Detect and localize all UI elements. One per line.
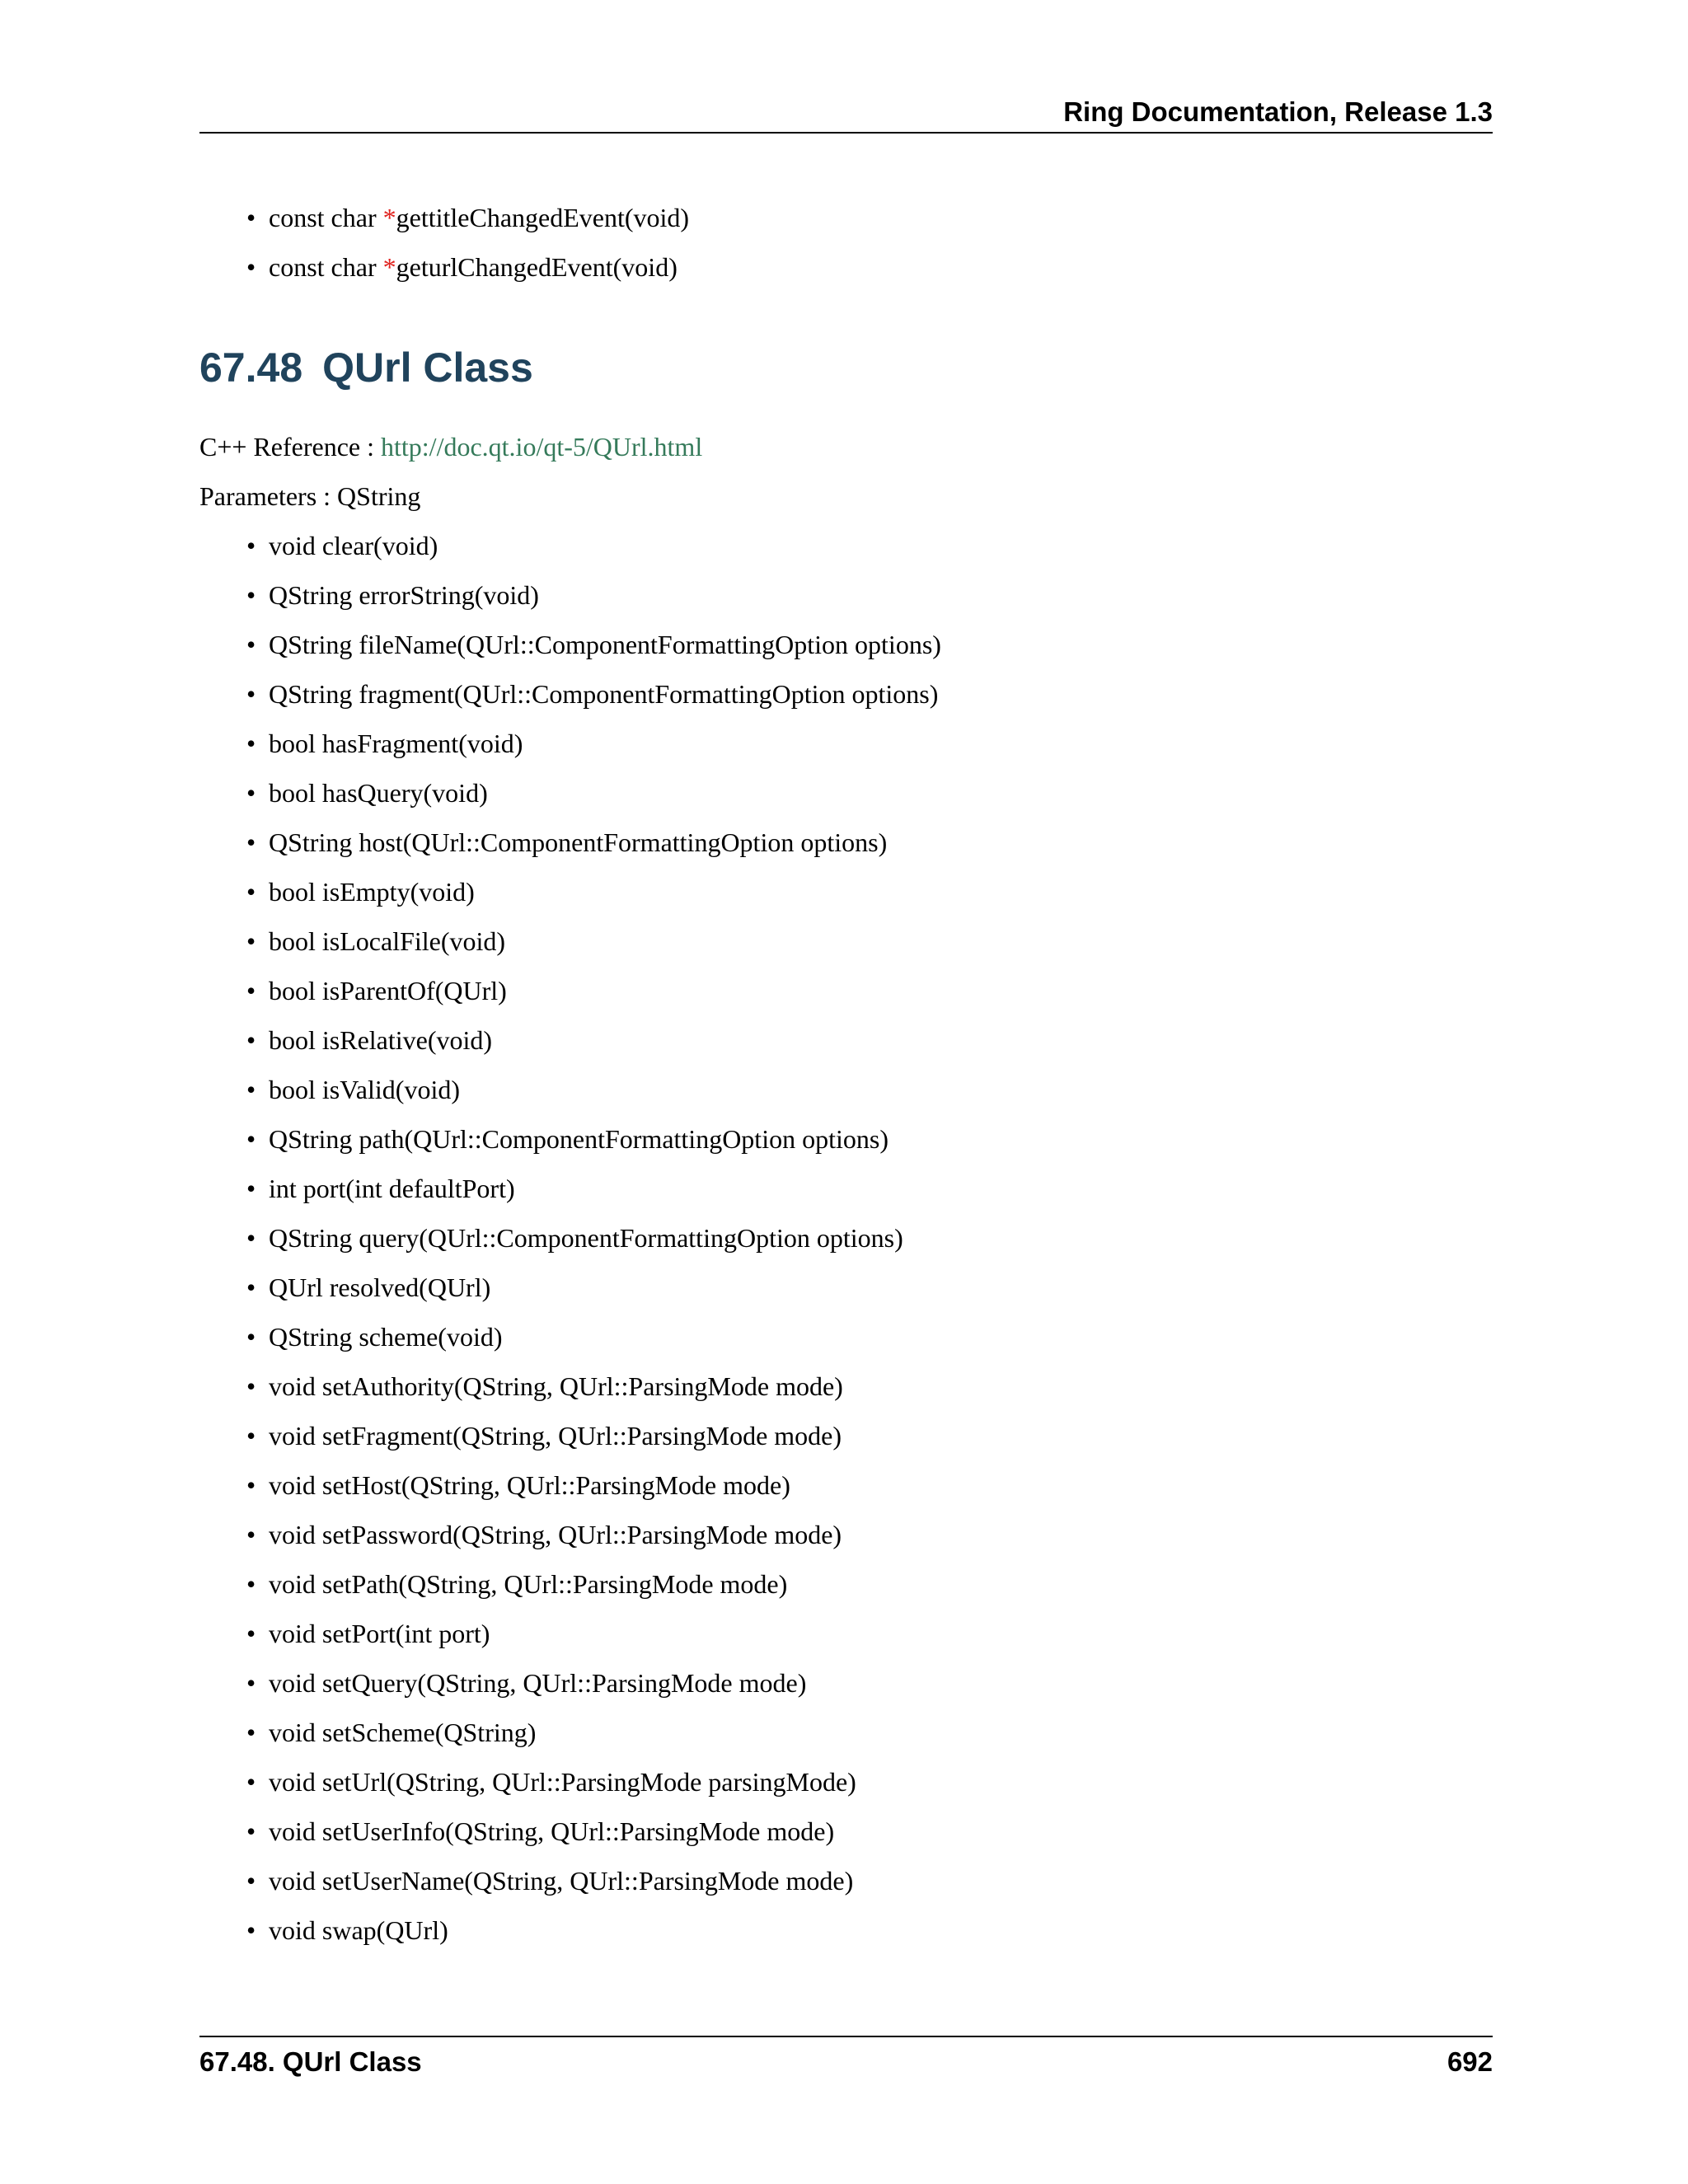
method-signature: QString scheme(void) — [269, 1322, 503, 1352]
list-item — [246, 821, 1493, 870]
method-signature: void setAuthority(QString, QUrl::ParsingMode mode) — [269, 1371, 843, 1401]
section-number: 67.48 — [199, 344, 303, 391]
bullet-icon: • — [246, 976, 256, 1005]
method-signature: void setQuery(QString, QUrl::ParsingMode mode) — [269, 1668, 807, 1698]
list-item — [246, 1464, 1493, 1513]
bullet-icon: • — [246, 1223, 256, 1253]
list-item — [246, 1216, 1493, 1266]
bullet-icon: • — [246, 1619, 256, 1648]
page-footer — [199, 2036, 1493, 2087]
bullet-icon: • — [246, 1816, 256, 1846]
list-item — [246, 969, 1493, 1019]
list-item — [246, 246, 1493, 295]
bullet-icon: • — [246, 1371, 256, 1401]
bullet-icon: • — [246, 679, 256, 709]
list-item — [246, 1661, 1493, 1711]
document-title: Ring Documentation, Release 1.3 — [1063, 96, 1493, 127]
pointer-asterisk: * — [382, 203, 396, 232]
method-signature: QString fragment(QUrl::ComponentFormattingOption options) — [269, 679, 939, 709]
page-header — [199, 92, 1493, 134]
method-signature: QString path(QUrl::ComponentFormattingOption options) — [269, 1124, 889, 1154]
reference-label: C++ Reference : — [199, 432, 381, 462]
method-list — [199, 524, 1493, 1958]
list-item — [246, 920, 1493, 969]
list-item — [246, 1760, 1493, 1810]
list-item — [246, 1513, 1493, 1563]
bullet-icon: • — [246, 926, 256, 956]
method-signature: void setPort(int port) — [269, 1619, 490, 1648]
bullet-icon: • — [246, 1569, 256, 1599]
method-signature: int port(int defaultPort) — [269, 1174, 515, 1203]
bullet-icon: • — [246, 630, 256, 659]
list-item — [246, 1711, 1493, 1760]
list-item — [246, 1563, 1493, 1612]
bullet-icon: • — [246, 877, 256, 907]
method-signature: bool isParentOf(QUrl) — [269, 976, 507, 1005]
footer-section-label: 67.48. QUrl Class — [199, 2046, 422, 2077]
method-name: geturlChangedEvent(void) — [396, 252, 678, 282]
bullet-icon: • — [246, 778, 256, 808]
list-item — [246, 1068, 1493, 1118]
list-item — [246, 771, 1493, 821]
bullet-icon: • — [246, 1520, 256, 1549]
list-item — [246, 1612, 1493, 1661]
bullet-icon: • — [246, 827, 256, 857]
list-item — [246, 722, 1493, 771]
pointer-asterisk: * — [382, 252, 396, 282]
list-item — [246, 196, 1493, 246]
list-item — [246, 1909, 1493, 1958]
bullet-icon: • — [246, 531, 256, 560]
bullet-icon: • — [246, 1915, 256, 1945]
page-content — [199, 196, 1493, 1958]
bullet-icon: • — [246, 1767, 256, 1797]
bullet-icon: • — [246, 1470, 256, 1500]
list-item — [246, 1414, 1493, 1464]
list-item — [246, 870, 1493, 920]
method-signature: bool hasFragment(void) — [269, 729, 523, 758]
method-signature: void setPassword(QString, QUrl::ParsingMode mode) — [269, 1520, 842, 1549]
method-prefix: const char — [269, 203, 383, 232]
method-name: gettitleChangedEvent(void) — [396, 203, 690, 232]
method-signature: QString fileName(QUrl::ComponentFormattingOption options) — [269, 630, 941, 659]
list-item — [246, 1315, 1493, 1365]
method-signature: void setHost(QString, QUrl::ParsingMode mode) — [269, 1470, 790, 1500]
bullet-icon: • — [246, 1421, 256, 1451]
bullet-icon: • — [246, 1668, 256, 1698]
bullet-icon: • — [246, 729, 256, 758]
bullet-icon: • — [246, 1272, 256, 1302]
method-signature: bool isEmpty(void) — [269, 877, 475, 907]
method-signature: void setPath(QString, QUrl::ParsingMode mode) — [269, 1569, 788, 1599]
method-signature: void setScheme(QString) — [269, 1718, 537, 1747]
list-item — [246, 1167, 1493, 1216]
bullet-icon: • — [246, 1322, 256, 1352]
list-item — [246, 574, 1493, 623]
list-item — [246, 1810, 1493, 1859]
previous-section-method-list — [199, 196, 1493, 295]
method-signature: QString errorString(void) — [269, 580, 539, 610]
list-item — [246, 1365, 1493, 1414]
list-item — [246, 524, 1493, 574]
page-number: 692 — [1447, 2046, 1493, 2077]
method-signature: bool isRelative(void) — [269, 1025, 493, 1055]
method-signature: QString query(QUrl::ComponentFormattingOption options) — [269, 1223, 903, 1253]
bullet-icon: • — [246, 1075, 256, 1104]
method-signature: bool isValid(void) — [269, 1075, 460, 1104]
bullet-icon: • — [246, 203, 256, 232]
bullet-icon: • — [246, 1025, 256, 1055]
bullet-icon: • — [246, 1124, 256, 1154]
method-signature: void setFragment(QString, QUrl::ParsingMode mode) — [269, 1421, 842, 1451]
method-prefix: const char — [269, 252, 383, 282]
method-signature: void swap(QUrl) — [269, 1915, 448, 1945]
bullet-icon: • — [246, 1866, 256, 1896]
list-item — [246, 623, 1493, 673]
method-signature: QUrl resolved(QUrl) — [269, 1272, 491, 1302]
list-item — [246, 673, 1493, 722]
bullet-icon: • — [246, 580, 256, 610]
method-signature: QString host(QUrl::ComponentFormattingOption options) — [269, 827, 888, 857]
method-signature: void setUrl(QString, QUrl::ParsingMode parsingMode) — [269, 1767, 856, 1797]
reference-link[interactable]: http://doc.qt.io/qt-5/QUrl.html — [381, 432, 703, 462]
cpp-reference-line — [199, 425, 1493, 475]
method-signature: bool isLocalFile(void) — [269, 926, 506, 956]
bullet-icon: • — [246, 1174, 256, 1203]
list-item — [246, 1859, 1493, 1909]
method-signature: void setUserName(QString, QUrl::ParsingMode mode) — [269, 1866, 854, 1896]
method-signature: bool hasQuery(void) — [269, 778, 488, 808]
parameters-line: Parameters : QString — [199, 481, 421, 511]
section-title: QUrl Class — [322, 344, 533, 391]
bullet-icon: • — [246, 1718, 256, 1747]
method-signature: void setUserInfo(QString, QUrl::ParsingMode mode) — [269, 1816, 835, 1846]
bullet-icon: • — [246, 252, 256, 282]
list-item — [246, 1266, 1493, 1315]
list-item — [246, 1118, 1493, 1167]
section-heading — [199, 295, 1493, 401]
list-item — [246, 1019, 1493, 1068]
method-signature: void clear(void) — [269, 531, 438, 560]
